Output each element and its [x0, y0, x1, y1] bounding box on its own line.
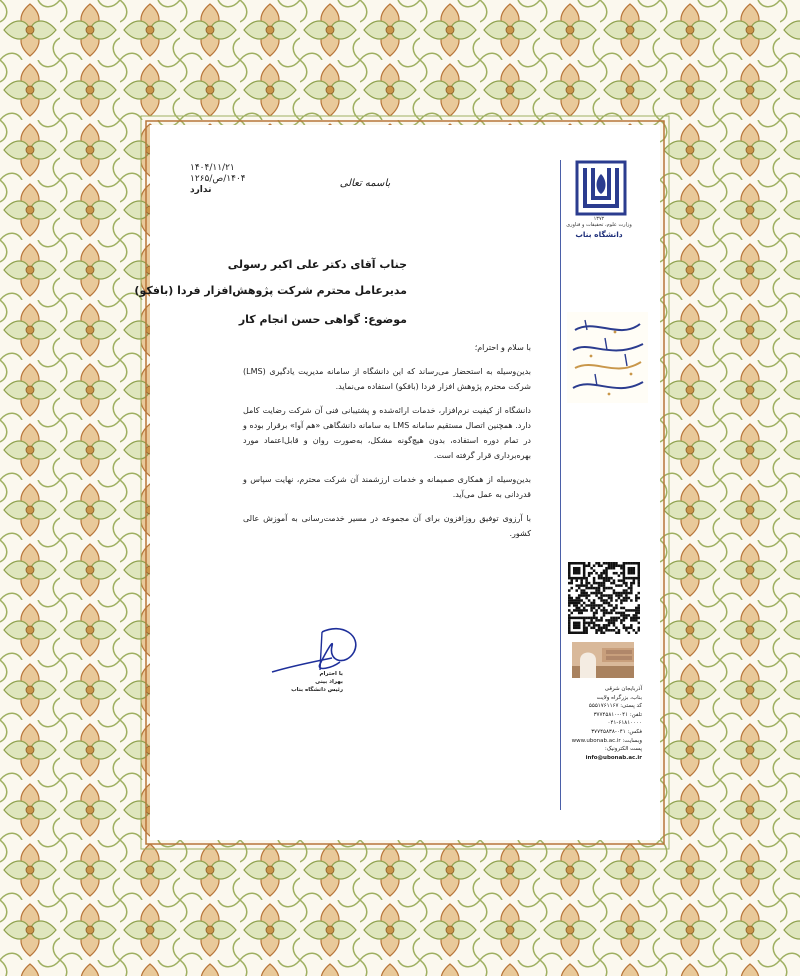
recipient-position: مدیرعامل محترم شرکت پژوهش‌افزار فردا (بافکو)	[134, 284, 407, 297]
signer-title: رئیس دانشگاه بناب	[291, 687, 343, 693]
greeting: با سلام و احترام؛	[474, 343, 531, 352]
letter-body	[243, 340, 531, 550]
motto-calligraphy-emblem	[565, 310, 650, 405]
university-name: دانشگاه بناب	[575, 230, 623, 239]
university-logo	[575, 160, 627, 216]
body-paragraph-4: با آرزوی توفیق روزافزون برای آن مجموعه در مسیر خدمت‌رسانی به آموزش عالی کشور.	[243, 514, 531, 538]
contact-line: آذربایجان شرقی	[604, 686, 642, 692]
letter-number: ۱۴۰۴/ص/۱۲۶۵	[190, 174, 246, 184]
letter-attachment: ندارد	[190, 185, 212, 195]
contact-fax: فکس: ۰۴۱-۳۷۷۴۵۸۳۸	[591, 728, 642, 735]
contact-line: بناب، بزرگراه ولایت	[596, 694, 642, 701]
university-established: ۱۳۷۲	[593, 216, 605, 222]
university-ministry: وزارت علوم، تحقیقات و فناوری	[566, 222, 632, 228]
university-building-photo	[572, 642, 634, 678]
letter-subject: موضوع: گواهی حسن انجام کار	[238, 313, 407, 326]
contact-phone: تلفن: ۰۴۱-۳۷۷۴۵۸۱۰	[593, 711, 642, 718]
letter-reference-block	[190, 163, 270, 196]
contact-email: info@ubonab.ac.ir	[585, 754, 642, 761]
contact-email-label: پست الکترونیک:	[604, 746, 642, 753]
university-contact-block	[560, 685, 642, 762]
contact-website: وبسایت: www.ubonab.ac.ir	[571, 737, 642, 744]
letter-date: ۱۴۰۴/۱۱/۲۱	[190, 163, 235, 173]
qr-code	[568, 562, 640, 634]
signer-name: بهراد بینی	[315, 679, 343, 685]
signer-block	[283, 670, 343, 694]
signer-closing: با احترام	[319, 671, 343, 677]
body-paragraph-1: بدین‌وسیله به استحضار می‌رساند که این دانشگاه از سامانه مدیریت یادگیری (LMS) شرکت محترم پژوهش افزار فردا (بافکو) استفاده می‌نماید.	[243, 367, 531, 391]
contact-postal-code: کد پستی: ۵۵۵۱۷۶۱۱۶۷	[588, 703, 642, 710]
body-paragraph-2: دانشگاه از کیفیت نرم‌افزار، خدمات ارائه‌شده و پشتیبانی فنی آن شرکت رضایت کامل دارد. همچنین اتصال مستقیم سامانه LMS به سامانه دانشگاهی «هم آوا» برقرار بوده و در تمام دوره استفاده، بدون هیچ‌گونه مشکل، به‌صورت روان و قابل‌اعتماد مورد بهره‌برداری قرار گرفته است.	[243, 406, 531, 460]
recipient-name: جناب آقای دکتر علی اکبر رسولی	[227, 258, 407, 271]
invocation-heading: باسمه تعالی	[339, 178, 391, 189]
contact-phone-2: ۰۴۱-۶۱۸۱۰۰۰۰	[607, 720, 642, 727]
body-paragraph-3: بدین‌وسیله از همکاری صمیمانه و خدمات ارزشمند آن شرکت محترم، نهایت سپاس و قدردانی به عمل می‌آید.	[243, 475, 531, 499]
